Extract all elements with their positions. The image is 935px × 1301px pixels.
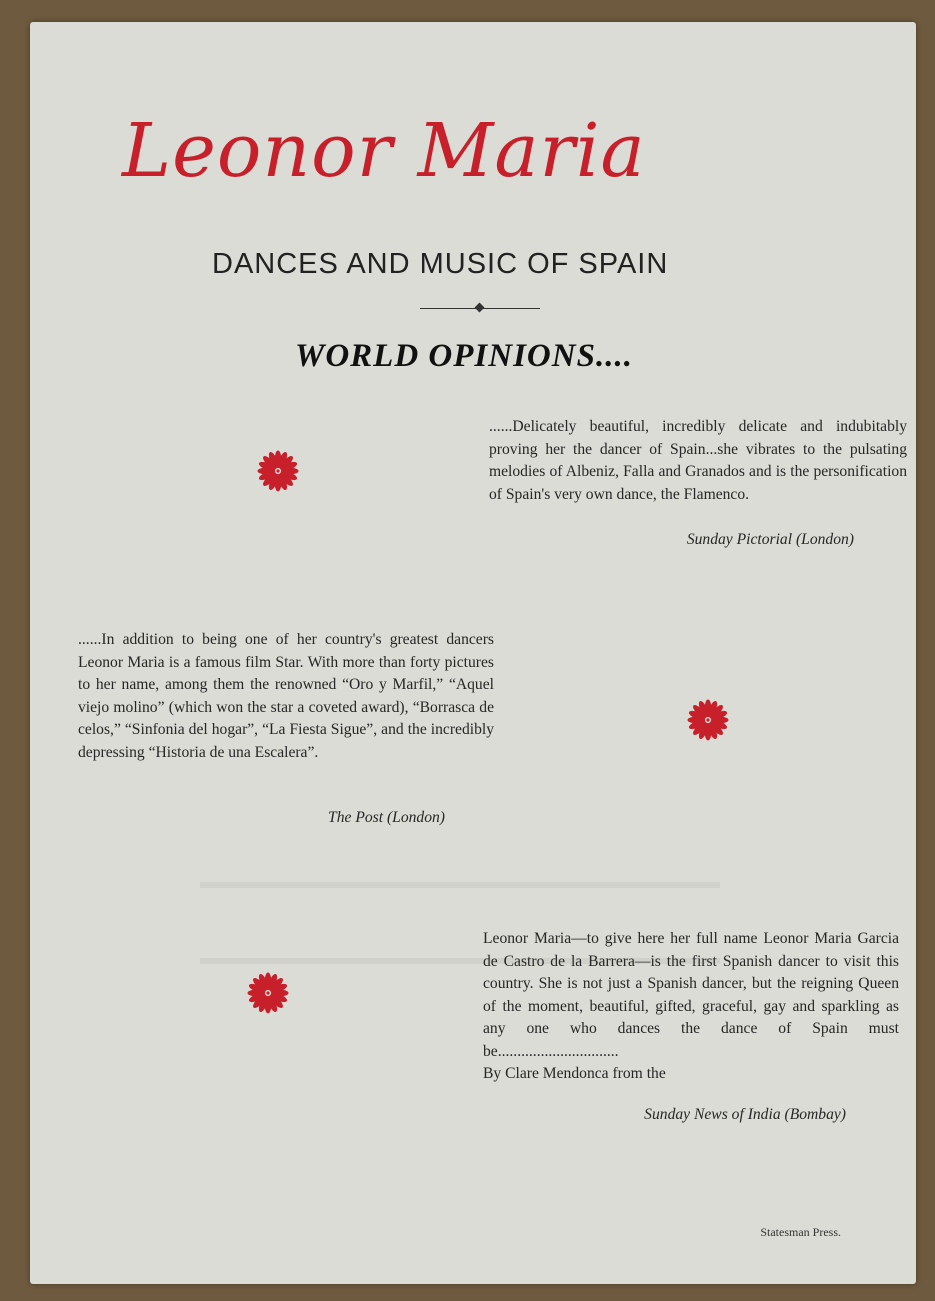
- divider-diamond-icon: [475, 303, 485, 313]
- review-source-3: Sunday News of India (Bombay): [644, 1106, 846, 1123]
- flower-ornament-icon: [246, 971, 290, 1015]
- flower-ornament-icon: [256, 449, 300, 493]
- review-source-1: Sunday Pictorial (London): [686, 531, 854, 548]
- review-byline-3: By Clare Mendonca from the: [483, 1065, 666, 1082]
- printer-credit: Statesman Press.: [760, 1225, 841, 1239]
- show-subtitle: DANCES AND MUSIC OF SPAIN: [212, 248, 669, 280]
- section-heading: WORLD OPINIONS....: [295, 338, 633, 374]
- review-quote-1: ......Delicately beautiful, incredibly delicate and indubitably proving her the dancer of Spain...she vibrates to the pulsating melodies of Albeniz, Falla and Granados and is the personification of Spain's very own dance, the Flamenco.: [489, 418, 907, 503]
- review-quote-3-text: Leonor Maria—to give here her full name Leonor Maria Garcia de Castro de la Barrera—is the first Spanish dancer to visit this country. She is not just a Spanish dancer, but the reigning Queen of the moment, beautiful, gifted, graceful, gay and sparkling as any one who dances the dance of Spain must be...............................: [483, 930, 899, 1060]
- review-source-2: The Post (London): [328, 809, 445, 826]
- review-quote-2: ......In addition to being one of her country's greatest dancers Leonor Maria is a famous film Star. With more than forty pictures to her name, among them the renowned “Oro y Marfil,” “Aquel viejo molino” (which won the star a coveted award), “Borrasca de celos,” “Sinfonia del hogar”, “La Fiesta Sigue”, and the incredibly depressing “Historia de una Escalera”.: [78, 631, 494, 761]
- performer-title: Leonor Maria: [122, 108, 646, 194]
- review-quote-3: [483, 928, 899, 1086]
- programme-page: [30, 22, 916, 1284]
- flower-ornament-icon: [686, 698, 730, 742]
